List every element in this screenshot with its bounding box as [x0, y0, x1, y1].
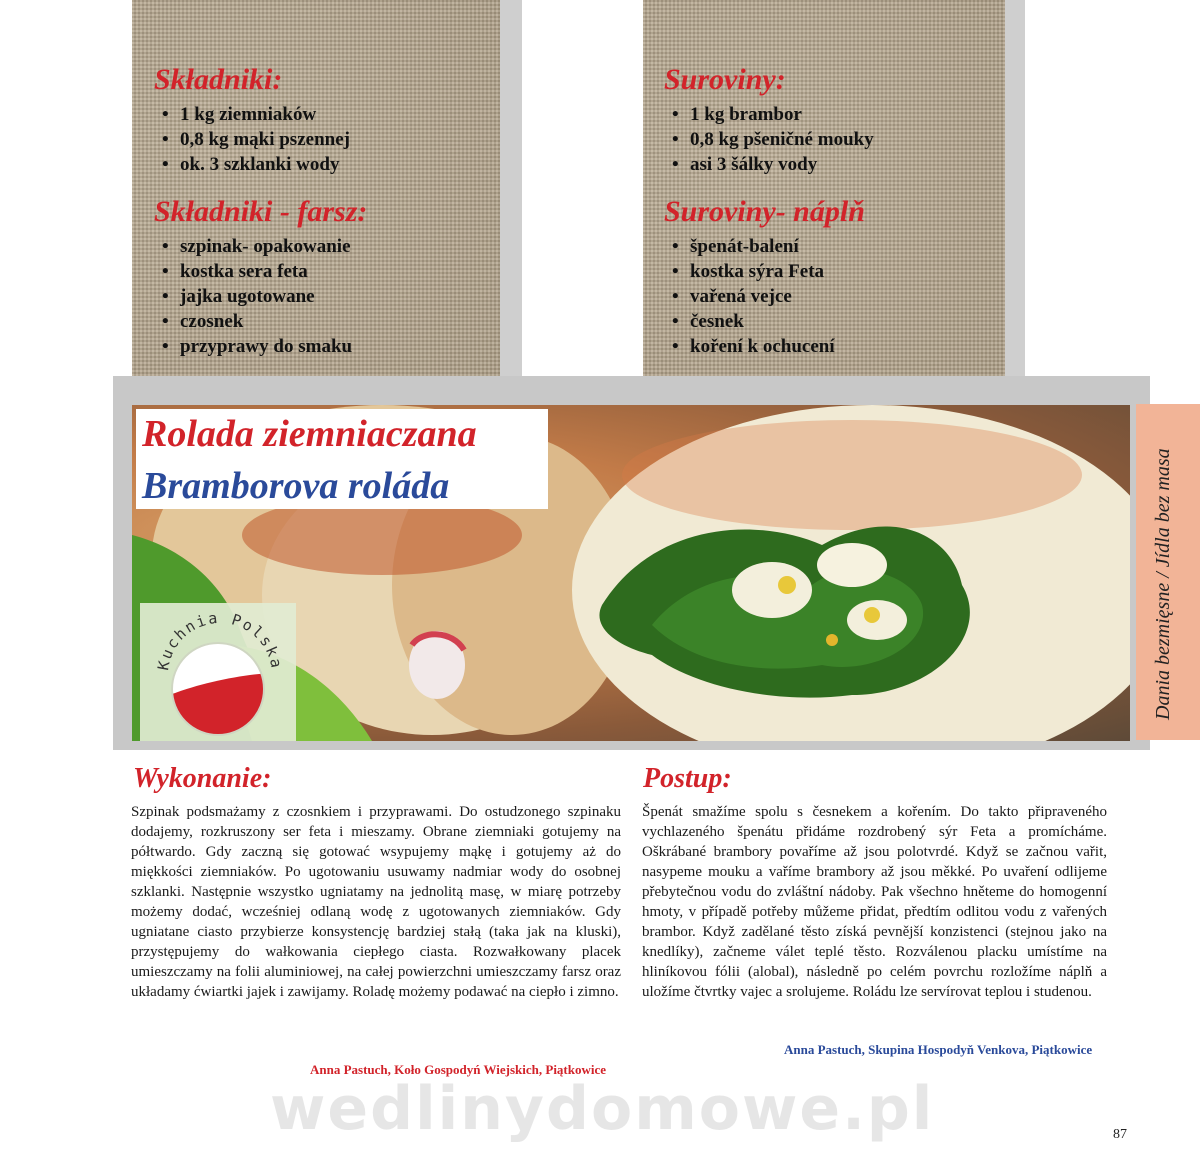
list-item: • 1 kg brambor — [672, 102, 874, 127]
list-item: • 0,8 kg mąki pszennej — [162, 127, 350, 152]
czech-method-heading: Postup: — [643, 763, 732, 794]
egg-piece — [817, 543, 887, 587]
egg-yolk — [864, 607, 880, 623]
panel-shadow-left — [500, 0, 522, 380]
czech-filling-heading: Suroviny- náplň — [664, 195, 865, 228]
list-item: • kostka sera feta — [162, 259, 352, 284]
category-label: Dania bezmięsne / Jídla bez masa — [1152, 448, 1174, 720]
list-item: • szpinak- opakowanie — [162, 234, 352, 259]
czech-ingredients-list — [672, 102, 874, 177]
watermark: wedlinydomowe.pl — [270, 1074, 935, 1144]
czech-filling-list — [672, 234, 835, 359]
czech-author: Anna Pastuch, Skupina Hospodyň Venkova, Piątkowice — [784, 1042, 1093, 1057]
kuchnia-polska-stamp — [140, 603, 296, 741]
stamp-label: Kuchnia Polska — [154, 608, 286, 672]
list-item: • koření k ochucení — [672, 334, 835, 359]
polish-method-heading: Wykonanie: — [133, 763, 272, 794]
polish-ingredients-list — [162, 102, 350, 177]
egg-piece — [732, 562, 812, 618]
list-item: • 0,8 kg pšeničné mouky — [672, 127, 874, 152]
czech-ingredients-heading: Suroviny: — [664, 63, 786, 96]
polish-filling-list — [162, 234, 352, 359]
list-item: • 1 kg ziemniaków — [162, 102, 350, 127]
polish-method-text: Szpinak podsmażamy z czosnkiem i przyprawami. Do ostudzonego szpinaku dodajemy, rozkruszony ser feta i mieszamy. Obrane ziemniaki gotujemy na półtwardo. Gdy zaczną się gotować wsypujemy mąkę i gotujemy aż do miękkości ziemniaków. Po ugotowaniu usuwamy nadmiar wody do osobnej szklanki. Następnie wszystko ugniatamy na jednolitą masę, w miarę potrzeby możemy dodać, wcześniej odlaną wodę z ugotowanych ziemniaków. Gdy ugniatane ciasto przybierze konsystencję bardziej stałą (taka jak na kluski), przystępujemy do wałkowania ciepłego ciasta. Rozwałkowany placek umieszczamy na folii aluminiowej, na całej powierzchni umieszczamy farsz oraz układamy ćwiartki jajek i zawijamy. Roladę możemy podawać na ciepło i zimno. — [131, 804, 621, 1000]
list-item: • jajka ugotowane — [162, 284, 352, 309]
list-item: • asi 3 šálky vody — [672, 152, 874, 177]
list-item: • česnek — [672, 309, 835, 334]
polish-author: Anna Pastuch, Koło Gospodyń Wiejskich, Piątkowice — [310, 1062, 607, 1077]
panel-shadow-right — [1005, 0, 1025, 380]
paprika-top — [622, 420, 1082, 530]
polish-filling-heading: Składniki - farsz: — [154, 195, 368, 228]
egg-yolk — [826, 634, 838, 646]
list-item: • kostka sýra Feta — [672, 259, 835, 284]
czech-method-text: Špenát smažíme spolu s česnekem a kořením. Do takto připraveného vychlazeného špenátu přidáme rozdrobený sýr Feta a promícháme. Oškrábané brambory povaříme až jsou polotvrdé. Když se začnou vařit, nasypeme mouku a vaříme brambory až jsou měkké. Po uvaření odlijeme přebytečnou vodu do zvláštní nádoby. Pak všechno hněteme do homogenní hmoty, v případě potřeby můžeme přidat, předtím odlitou vodu z vařených brambor. Když zadělané těsto získá pevnější konzistenci (stejnou jako na knedlíky), začneme válet teplé těsto. Rozválenou placku umístíme na hliníkovou fólii (alobal), následně po celém povrchu rozložíme náplň a uložíme čtvrtky vajec a srolujeme. Roládu lze servírovat teplou i studenou. — [642, 804, 1107, 1000]
egg-yolk — [778, 576, 796, 594]
list-item: • ok. 3 szklanki wody — [162, 152, 350, 177]
list-item: • špenát-balení — [672, 234, 835, 259]
polish-flag-badge-icon — [140, 603, 296, 741]
recipe-title-czech: Bramborova roláda — [142, 465, 450, 507]
polish-ingredients-heading: Składniki: — [154, 63, 283, 96]
recipe-title-polish: Rolada ziemniaczana — [142, 413, 477, 455]
page-number: 87 — [1113, 1127, 1127, 1142]
list-item: • czosnek — [162, 309, 352, 334]
list-item: • vařená vejce — [672, 284, 835, 309]
list-item: • przyprawy do smaku — [162, 334, 352, 359]
